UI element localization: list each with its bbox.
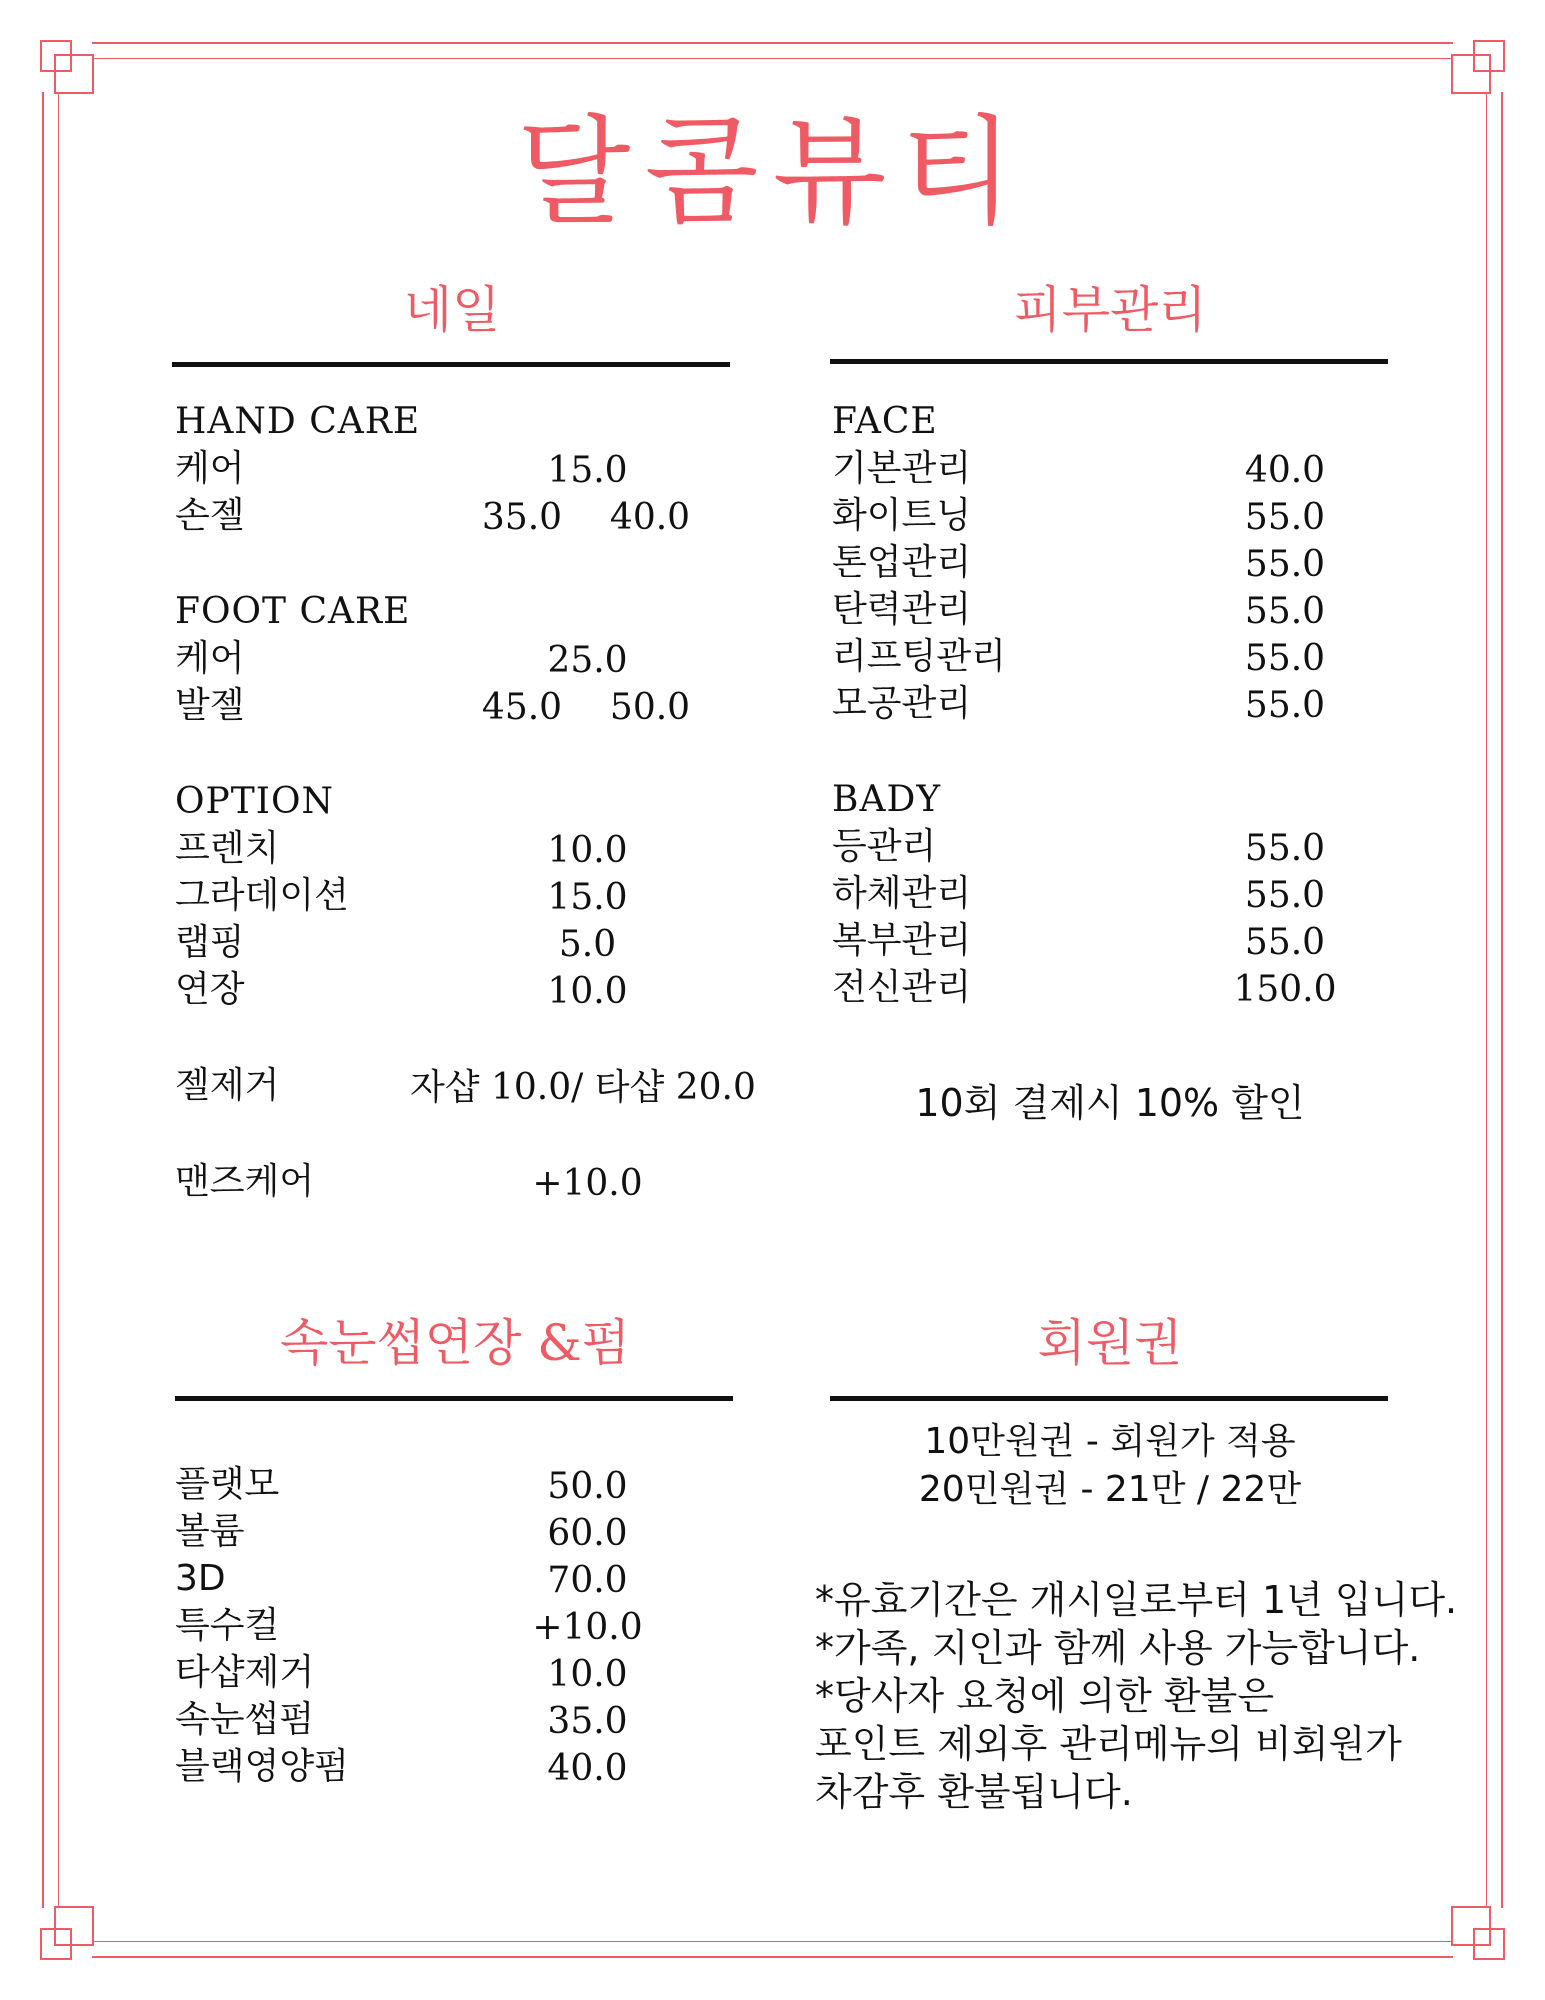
option-item-price: 15.0: [547, 877, 628, 918]
body-item-price: 55.0: [1244, 875, 1326, 916]
lash-item-price: 70.0: [547, 1560, 628, 1601]
gel-removal-price: 자샵 10.0/ 타샵 20.0: [410, 1067, 756, 1108]
option-item-label: 연장: [175, 969, 245, 1010]
hand-gel-label: 손젤: [175, 495, 245, 536]
hand-care-price: 15.0: [547, 450, 628, 491]
membership-note: *당사자 요청에 의한 환불은: [815, 1674, 1275, 1718]
lash-item-label: 타샵제거: [175, 1652, 315, 1693]
membership-section-title: 회원권: [1037, 1314, 1183, 1372]
corner-ornament-top-left: [40, 40, 92, 92]
option-item-price: 10.0: [547, 971, 628, 1012]
hand-care-label: 케어: [175, 448, 245, 489]
body-item-price: 55.0: [1244, 922, 1326, 963]
lash-section-title: 속눈썹연장 &펌: [279, 1314, 631, 1372]
option-item-label: 프렌치: [175, 828, 280, 869]
option-item-price: 10.0: [547, 830, 628, 871]
face-item-price: 55.0: [1244, 638, 1326, 679]
foot-gel-price-1: 45.0: [481, 687, 563, 728]
face-item-price: 55.0: [1244, 544, 1326, 585]
face-item-label: 탄력관리: [832, 589, 972, 630]
lash-item-price: 50.0: [547, 1466, 628, 1507]
lash-item-price: +10.0: [532, 1607, 643, 1648]
hand-gel-price-2: 40.0: [609, 497, 691, 538]
corner-ornament-top-right: [1453, 40, 1505, 92]
corner-ornament-bottom-right: [1453, 1908, 1505, 1960]
option-item-label: 랩핑: [175, 922, 245, 963]
foot-gel-price-2: 50.0: [609, 687, 691, 728]
skin-discount-note: 10회 결제시 10% 할인: [915, 1081, 1305, 1125]
face-item-label: 모공관리: [832, 683, 972, 724]
mens-care-price: +10.0: [532, 1163, 643, 1204]
body-item-label: 전신관리: [832, 967, 972, 1008]
face-item-label: 톤업관리: [832, 542, 972, 583]
lash-item-label: 플랫모: [175, 1464, 280, 1505]
foot-care-label: 케어: [175, 638, 245, 679]
lash-item-label: 특수컬: [175, 1605, 280, 1646]
nail-section-title: 네일: [403, 281, 501, 339]
body-item-price: 150.0: [1233, 969, 1337, 1010]
foot-care-price: 25.0: [547, 640, 628, 681]
foot-care-heading: FOOT CARE: [175, 591, 411, 632]
skin-section-rule: [830, 359, 1388, 364]
membership-plan: 20민원권 - 21만 / 22만: [918, 1469, 1302, 1510]
body-item-price: 55.0: [1244, 828, 1326, 869]
lash-item-label: 3D: [175, 1558, 226, 1599]
membership-section-rule: [830, 1396, 1388, 1401]
mens-care-label: 맨즈케어: [175, 1161, 315, 1202]
face-item-label: 기본관리: [832, 448, 972, 489]
membership-note: *가족, 지인과 함께 사용 가능합니다.: [815, 1626, 1421, 1670]
foot-gel-label: 발젤: [175, 685, 245, 726]
lash-item-price: 40.0: [547, 1748, 628, 1789]
membership-note: 포인트 제외후 관리메뉴의 비회원가: [815, 1722, 1402, 1766]
lash-item-label: 블랙영양펌: [175, 1746, 349, 1787]
lash-item-price: 10.0: [547, 1654, 628, 1695]
body-item-label: 복부관리: [832, 920, 972, 961]
lash-item-label: 속눈썹펌: [175, 1699, 315, 1740]
option-item-label: 그라데이션: [175, 875, 349, 916]
gel-removal-label: 젤제거: [175, 1065, 280, 1106]
lash-item-price: 35.0: [547, 1701, 628, 1742]
face-heading: FACE: [832, 401, 938, 442]
body-item-label: 등관리: [832, 826, 937, 867]
face-item-price: 55.0: [1244, 685, 1326, 726]
face-item-label: 리프팅관리: [832, 636, 1006, 677]
option-item-price: 5.0: [558, 924, 617, 965]
face-item-price: 55.0: [1244, 497, 1326, 538]
body-heading: BADY: [832, 779, 942, 820]
lash-item-price: 60.0: [547, 1513, 628, 1554]
hand-care-heading: HAND CARE: [175, 401, 421, 442]
skin-section-title: 피부관리: [1013, 281, 1207, 339]
face-item-price: 40.0: [1244, 450, 1326, 491]
nail-section-rule: [172, 362, 730, 367]
corner-ornament-bottom-left: [40, 1908, 92, 1960]
body-item-label: 하체관리: [832, 873, 972, 914]
lash-item-label: 볼륨: [175, 1511, 245, 1552]
face-item-label: 화이트닝: [832, 495, 972, 536]
membership-plan: 10만원권 - 회원가 적용: [924, 1421, 1296, 1462]
hand-gel-price-1: 35.0: [481, 497, 563, 538]
membership-note: 차감후 환불됩니다.: [815, 1770, 1133, 1814]
brand-title: 달콤뷰티: [516, 103, 1029, 241]
option-heading: OPTION: [175, 781, 334, 822]
face-item-price: 55.0: [1244, 591, 1326, 632]
lash-section-rule: [175, 1396, 733, 1401]
membership-note: *유효기간은 개시일로부터 1년 입니다.: [815, 1578, 1458, 1622]
